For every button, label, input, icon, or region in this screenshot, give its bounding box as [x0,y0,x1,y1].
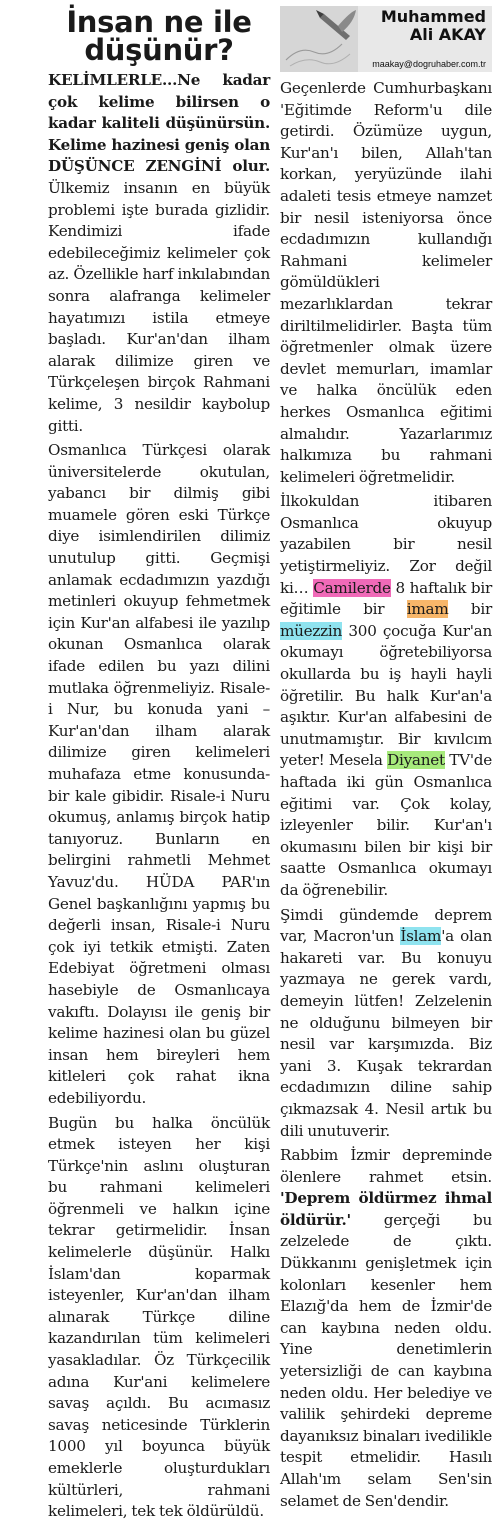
author-header [280,6,492,72]
text-run: gerçeği bu zelzelede de çıktı. Dükkanını genişletmek için kolonları kesenler hem Elazığ'da hem de İzmir'de can kaybına neden oldu. Yine denetimlerin yetersizliği de can kaybına neden oldu. Her belediye ve valilik şehirdeki depreme dayanıksız binaları ivedilikle tespit etmelidir. Hasılı Allah'ım selam Sen'sin selamet de Sen'dendir. [280,1210,492,1510]
lead-text: KELİMLERLE...Ne kadar çok kelime bilirsen o kadar kaliteli düşünürsün. Kelime hazinesi geniş olan DÜŞÜNCE ZENGİNİ olur. [48,71,270,176]
author-name [346,8,486,44]
highlight-islam: İslam [400,927,442,946]
text-run: bir [448,600,492,619]
author-first-name: Muhammed [380,7,486,26]
left-paragraph-1 [48,70,270,437]
right-paragraph-4 [280,1145,492,1512]
highlight-imam: imam [406,600,449,619]
left-paragraph-3: Bugün bu halka öncülük etmek isteyen her kişi Türkçe'nin aslını oluşturan bu rahmani kelimeleri öğrenmeli ve halkın içine tekrar getirmelidir. İnsan kelimelerle düşünür. Halkı İslam'dan koparmak isteyenler, Kur'an'dan ilham alınarak Türkçe diline kazandırılan tüm kelimeleri yasakladılar. Öz Türkçecilik adına Kur'ani kelimelere savaş açıldı. Bu acımasız savaş neticesinde Türklerin 1000 yıl boyunca büyük emeklerle oluşturdukları kültürleri, rahmani kelimeleri, tek tek öldürüldü. [48,1113,270,1521]
text-run: Rabbim İzmir depreminde ölenlere rahmet etsin. [280,1146,492,1186]
text-run: 'a olan hakareti var. Bu konuyu yazmaya ne gerek vardı, demeyin lütfen! Zelzelenin ne olduğunu bilmeyen bir nesil var karşımızda. Biz yani 3. Kuşak tekrardan ecdadımızın diline sahip çıkmazsak 4. Nesil artık bu dili unutuverir. [280,927,492,1140]
left-paragraph-2: Osmanlıca Türkçesi olarak üniversitelerde okutulan, yabancı bir dilmiş gibi muamele gören eski Türkçe diye isimlendirilen dilimiz unutulup gitti. Geçmişi anlamak ecdadımızın yazdığı metinleri okuyup fehmetmek için Kur'an alfabesi ile yazılıp okunan Osmanlıca olarak ifade edilen bu yazı dilini mutlaka öğrenmeliyiz. Risale-i Nur, bu konuda yani –Kur'an'dan ilham alarak dilimize giren kelimeleri muhafaza etme konusunda- bir kale gibidir. Risale-i Nuru okumuş, anlamış birçok hatip tanıyoruz. Bunların en belirgini rahmetli Mehmet Yavuz'du. HÜDA PAR'ın Genel başkanlığını yapmış bu değerli insan, Risale-i Nuru çok iyi tetkik etmişti. Zaten Edebiyat öğretmeni olması hasebiyle de Osmanlıcaya vakıftı. Dolayısı ile geniş bir kelime hazinesi olan bu güzel insan hem bireyleri hem kitleleri çok rahat ikna edebiliyordu. [48,441,270,1107]
author-email: maakay@dogruhaber.com.tr [372,59,486,69]
text-run: TV'de haftada iki gün Osmanlıca eğitimi var. Çok kolay, izleyenler bilir. Kur'an'ı okumasını bilen bir kişi bir saatte Osmanlıca okumayı da öğrenebilir. [280,751,492,899]
text-run: İlkokuldan itibaren Osmanlıca okuyup yazabilen bir nesil yetiştirmeliyiz. Zor değil ki… [280,492,492,597]
right-paragraph-2 [280,491,492,901]
text-run: 300 çocuğa Kur'an okumayı öğretebiliyorsa okullarda bu iş hayli hayli öğretilir. Bu halk Kur'an'a aşıktır. Kur'an alfabesini de unutmamıştır. Bir kıvılcım yeter! Mesela [280,621,492,770]
right-paragraph-3 [280,905,492,1143]
highlight-camilerde: Camilerde [313,578,391,597]
left-paragraph-1-body: Ülkemiz insanın en büyük problemi işte burada gizlidir. Kendimizi ifade edebileceğimiz kelimeler çok az. Özellikle harf inkılabından sonra alafranga kelimeler hayatımızı istila etmeye başladı. Kur'an'dan ilham alarak dilimize giren ve Türkçeleşen birçok Rahmani kelime, 3 nesildir kaybolup gitti. [48,178,270,435]
right-column [280,6,492,1515]
highlight-muezzin: müezzin [280,621,343,640]
text-run: 8 haftalık bir eğitimle bir [280,578,492,619]
text-run: Şimdi gündemde deprem var, Macron'un [280,905,492,946]
highlight-diyanet: Diyanet [387,751,445,770]
quote-text: 'Deprem öldürmez ihmal öldürür.' [280,1189,492,1229]
author-last-name: Ali AKAY [409,25,486,44]
left-column [48,6,270,1526]
right-paragraph-1: Geçenlerde Cumhurbaşkanı 'Eğitimde Reform'u dile getirdi. Özümüze uygun, Kur'an'ı bilen, Allah'tan korkan, yeryüzünde ilahi adaleti tesis etmeye namzet bir nesil isteniyorsa önce ecdadımızın kullandığı Rahmani kelimeler gömüldükleri mezarlıklardan tekrar diriltilmelidirler. Başta tüm öğretmenler olmak üzere devlet memurları, imamlar ve halka öncülük eden herkes Osmanlıca eğitimi almalıdır. Yazarlarımız halkımıza bu rahmani kelimeleri öğretmelidir. [280,79,492,486]
article-title: İnsan ne ile düşünür? [66,5,252,67]
